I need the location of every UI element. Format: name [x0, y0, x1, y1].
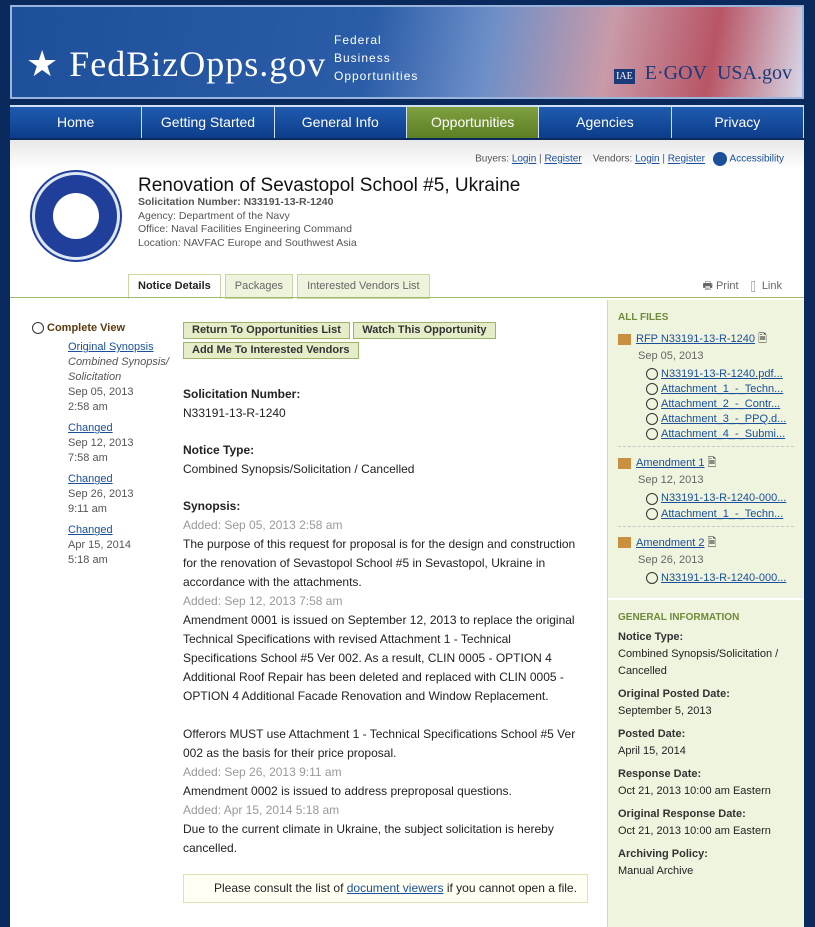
magnifier-icon	[646, 368, 658, 380]
nav-agencies[interactable]: Agencies	[539, 107, 671, 138]
package-date: Sep 05, 2013	[638, 350, 704, 362]
info-item	[618, 766, 794, 800]
sidebar	[607, 300, 804, 927]
nav-general-info[interactable]: General Info	[275, 107, 407, 138]
notice-meta	[138, 196, 357, 250]
link-icon: ▯	[747, 280, 759, 292]
version-item	[68, 340, 172, 415]
package-link[interactable]: RFP N33191-13-R-1240	[636, 333, 756, 345]
package-icon	[618, 458, 631, 469]
info-value: Manual Archive	[618, 864, 694, 877]
info-item	[618, 629, 794, 680]
tagline	[334, 31, 418, 85]
info-label: Original Response Date:	[618, 807, 746, 820]
synopsis-text: Amendment 0002 is issued to address preproposal questions.	[183, 784, 512, 798]
info-value: Combined Synopsis/Solicitation / Cancelled	[618, 647, 779, 677]
file-link[interactable]: Attachment_1_-_Techn...	[661, 383, 784, 396]
navy-seal-logo	[32, 172, 120, 260]
info-item	[618, 726, 794, 760]
info-label: Notice Type:	[618, 630, 684, 643]
note-text: if you cannot open a file.	[446, 881, 577, 895]
magnifier-icon	[32, 322, 44, 334]
version-date: Sep 26, 2013	[68, 488, 134, 501]
note-text: Please consult the list of	[214, 881, 344, 895]
info-label: Response Date:	[618, 767, 702, 780]
magnifier-icon	[646, 572, 658, 584]
version-time: 2:58 am	[68, 401, 108, 414]
solicitation-number: Solicitation Number: N33191-13-R-1240	[138, 196, 334, 208]
user-bar: Buyers: Login | Register Vendors: Login | Register Accessibility	[475, 153, 784, 165]
main-nav	[10, 105, 804, 138]
file-item	[646, 508, 804, 520]
site-banner	[10, 5, 804, 99]
print-icon: 🖶	[702, 280, 713, 292]
left-nav	[32, 322, 172, 568]
file-link[interactable]: N33191-13-R-1240-000...	[661, 492, 787, 505]
buyers-label: Buyers:	[475, 153, 510, 165]
page-title: Renovation of Sevastopol School #5, Ukraine	[138, 175, 521, 196]
zip-icon[interactable]: 🗎	[707, 457, 717, 470]
info-item	[618, 686, 794, 720]
version-date: Apr 15, 2014	[68, 539, 131, 552]
nav-getting-started[interactable]: Getting Started	[142, 107, 274, 138]
added-date: Added: Sep 26, 2013 9:11 am	[183, 765, 342, 779]
link-link[interactable]: Link	[761, 280, 782, 292]
file-item	[646, 383, 804, 395]
info-item	[618, 846, 794, 880]
tool-links	[703, 277, 783, 296]
divider	[618, 446, 794, 447]
version-link[interactable]: Original Synopsis	[68, 341, 154, 354]
notice-details	[183, 320, 588, 903]
package-date: Sep 26, 2013	[638, 553, 704, 566]
synopsis-text: Due to the current climate in Ukraine, the subject solicitation is hereby cancelled.	[183, 822, 554, 855]
notice-type-label: Notice Type:	[183, 443, 255, 457]
info-value: Oct 21, 2013 10:00 am Eastern	[618, 824, 771, 837]
accessibility-icon	[713, 152, 727, 166]
document-viewers-note	[183, 874, 588, 903]
file-item	[646, 428, 804, 440]
file-link[interactable]: Attachment_2_-_Contr...	[661, 398, 781, 411]
partner-logos	[604, 62, 792, 85]
office: Office: Naval Facilities Engineering Command	[138, 223, 352, 235]
egov-logo[interactable]: E·GOV	[644, 62, 707, 84]
vendors-login-link[interactable]: Login	[635, 153, 660, 165]
return-button[interactable]: Return To Opportunities List	[183, 322, 350, 339]
added-date: Added: Apr 15, 2014 5:18 am	[183, 803, 340, 817]
file-link[interactable]: N33191-13-R-1240.pdf...	[661, 368, 783, 380]
nav-home[interactable]: Home	[10, 107, 142, 138]
buyers-login-link[interactable]: Login	[511, 153, 537, 165]
divider	[10, 297, 804, 298]
tab-notice-details[interactable]: Notice Details	[128, 274, 221, 299]
tabs	[128, 274, 430, 299]
package-date: Sep 12, 2013	[638, 474, 704, 487]
buyers-register-link[interactable]: Register	[544, 153, 582, 165]
version-item	[68, 523, 172, 568]
version-link[interactable]: Changed	[68, 473, 113, 486]
zip-icon[interactable]: 🗎	[758, 333, 767, 345]
info-value: April 15, 2014	[618, 744, 686, 757]
vendors-label: Vendors:	[592, 153, 633, 165]
tab-interested-vendors[interactable]: Interested Vendors List	[297, 274, 430, 299]
version-time: 7:58 am	[68, 452, 108, 465]
fedbizopps-logo[interactable]: ★ FedBizOpps.gov	[26, 44, 327, 84]
zip-icon[interactable]: 🗎	[707, 536, 717, 549]
version-time: 5:18 am	[68, 554, 108, 567]
synopsis-label: Synopsis:	[183, 499, 241, 513]
tab-packages[interactable]: Packages	[225, 274, 293, 299]
tagline-line: Opportunities	[334, 69, 419, 83]
info-label: Archiving Policy:	[618, 847, 708, 860]
vendors-register-link[interactable]: Register	[667, 153, 705, 165]
tagline-line: Federal	[334, 33, 382, 47]
info-label: Posted Date:	[618, 727, 686, 740]
all-files-heading: ALL FILES	[618, 312, 669, 323]
info-value: September 5, 2013	[618, 704, 712, 717]
solicitation-value: N33191-13-R-1240	[183, 406, 286, 420]
complete-view-link[interactable]: Complete View	[32, 322, 172, 334]
notice-type-value: Combined Synopsis/Solicitation / Cancelled	[183, 462, 415, 476]
divider	[618, 526, 794, 527]
file-link[interactable]: Attachment_3_-_PPQ.d...	[661, 413, 787, 426]
version-item	[68, 421, 172, 466]
info-label: Original Posted Date:	[618, 687, 730, 700]
nav-opportunities[interactable]: Opportunities	[407, 107, 539, 138]
file-item	[646, 398, 804, 410]
package-icon	[618, 334, 631, 345]
file-link[interactable]: Attachment_4_-_Submi...	[661, 428, 786, 441]
package	[618, 535, 794, 569]
info-item	[618, 806, 794, 840]
file-link[interactable]: Attachment_1_-_Techn...	[661, 507, 784, 520]
version-type: Combined Synopsis/ Solicitation	[68, 356, 169, 384]
nav-privacy[interactable]: Privacy	[672, 107, 804, 138]
version-item	[68, 472, 172, 517]
solicitation-label: Solicitation Number:	[183, 387, 301, 401]
package-link[interactable]: Amendment 1	[636, 457, 705, 470]
file-item	[646, 368, 804, 380]
add-vendor-button[interactable]: Add Me To Interested Vendors	[183, 342, 359, 359]
file-item	[646, 413, 804, 425]
info-value: Oct 21, 2013 10:00 am Eastern	[618, 784, 771, 797]
file-item	[646, 572, 804, 584]
magnifier-icon	[646, 493, 658, 505]
magnifier-icon	[646, 398, 658, 410]
content	[10, 140, 804, 927]
accessibility-link[interactable]: Accessibility	[729, 153, 784, 165]
file-link[interactable]: N33191-13-R-1240-000...	[661, 571, 787, 584]
magnifier-icon	[646, 508, 658, 520]
iae-logo[interactable]: IAE	[616, 71, 633, 82]
added-date: Added: Sep 05, 2013 2:58 am	[183, 518, 343, 532]
version-date: Sep 12, 2013	[68, 437, 134, 450]
document-viewers-link[interactable]: document viewers	[346, 881, 444, 895]
magnifier-icon	[646, 428, 658, 440]
added-date: Added: Sep 12, 2013 7:58 am	[183, 594, 343, 608]
tagline-line: Business	[334, 51, 391, 65]
version-date: Sep 05, 2013	[68, 386, 134, 399]
package-link[interactable]: Amendment 2	[636, 536, 705, 549]
synopsis-text: Amendment 0001 is issued on September 12, 2013 to replace the original Technical Specifications with revised Attachment 1 - Technical Specifications School #5 Ver 002. As a result, CLIN 0005 - OPTION 4 Additional Roof Repair has been deleted and replaced with CLIN 0005 - OPTION 4 Additional Facade Renovation and Window Replacement.	[183, 613, 575, 703]
location: Location: NAVFAC Europe and Southwest Asia	[138, 236, 357, 249]
synopsis-text: The purpose of this request for proposal is for the design and construction for the renovation of Sevastopol School #5 in Sevastopol, Ukraine in accordance with the attachments.	[183, 537, 576, 589]
magnifier-icon	[646, 383, 658, 395]
package	[618, 455, 794, 489]
usagov-logo[interactable]: USA.gov	[716, 62, 792, 84]
print-link[interactable]: Print	[715, 280, 739, 292]
magnifier-icon	[646, 413, 658, 425]
version-link[interactable]: Changed	[68, 524, 113, 537]
version-link[interactable]: Changed	[68, 422, 113, 435]
package-icon	[618, 537, 631, 548]
agency: Agency: Department of the Navy	[138, 209, 290, 222]
general-info-heading: GENERAL INFORMATION	[618, 611, 740, 623]
version-time: 9:11 am	[68, 503, 107, 516]
file-item	[646, 492, 804, 504]
package	[618, 331, 794, 365]
watch-button[interactable]: Watch This Opportunity	[353, 322, 495, 339]
synopsis-text: Offerors MUST use Attachment 1 - Technical Specifications School #5 Ver 002 as the basis for their price proposal.	[183, 727, 576, 760]
